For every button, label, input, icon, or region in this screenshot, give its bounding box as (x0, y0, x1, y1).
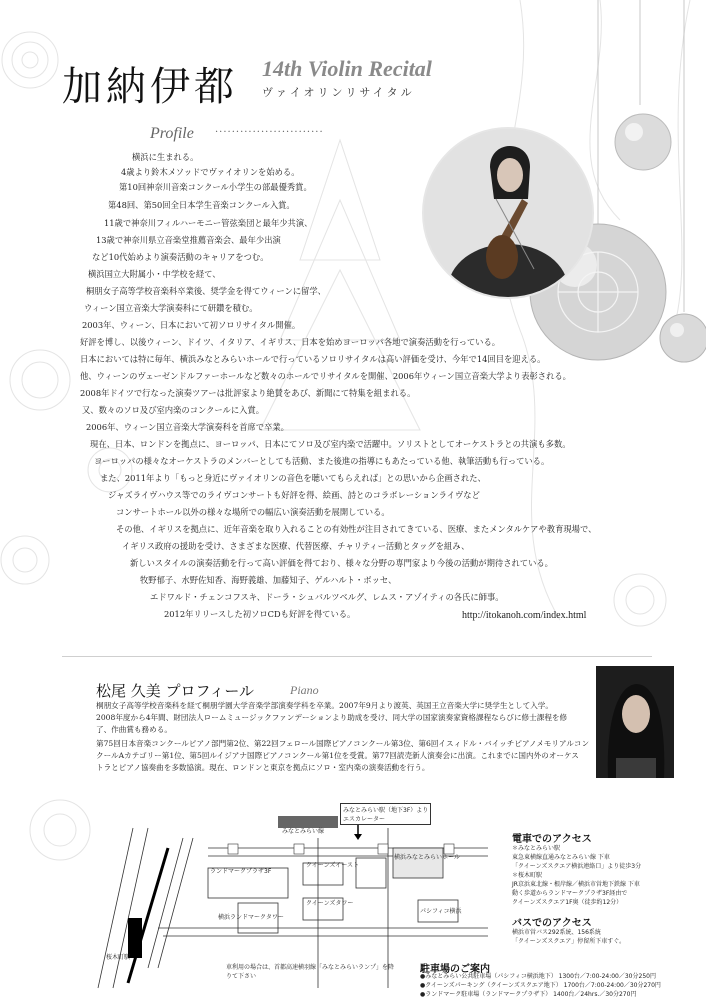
bio-line: 牧野郁子、水野佐知香、海野義雄、加藤知子、ゲルハルト・ボッセ、 (140, 575, 397, 585)
bio-line: 2012年リリースした初ソロCDも好評を得ている。 (164, 609, 356, 619)
performer-name: 加納伊都 (62, 64, 238, 110)
bio-line: 2003年、ウィーン、日本において初ソロリサイタル開催。 (82, 320, 301, 330)
pianist-script: Piano (290, 683, 319, 697)
parking-line: ●クイーンズパーキング（クイーンズスクエア地下） 1700台／7:00-24:00／30分270円 (420, 982, 661, 989)
recital-title-kana: ヴァイオリンリサイタル (262, 86, 415, 99)
bio-line: 横浜国立大附属小・中学校を経て、 (88, 269, 221, 279)
pianist-bio-line: 2008年度から4年間、財団法人ロームミュージックファンデーションより助成を受け、同大学の国家演奏家資格課程ならびに修士課程を修 (96, 713, 568, 722)
bio-line: イギリス政府の援助を受け、さまざまな医療、代替医療、チャリティー活動とタッグを組み、 (122, 541, 470, 551)
map-parking-note: 車利用の場合は、首都高速横羽線「みなとみらいランプ」を降りて下さい (226, 964, 395, 980)
train-access-line: ＊みなとみらい駅 (512, 845, 561, 852)
map-label-pacifico: パシフィコ横浜 (420, 908, 462, 915)
train-access-line: ＊桜木町駅 (512, 872, 543, 879)
bus-access-line: 横浜市営バス292系統、156系統 (512, 929, 601, 936)
bio-line: 新しいスタイルの演奏活動を行って高い評価を得ており、様々な分野の専門家より今後の活動が期待されている。 (130, 558, 553, 568)
bio-line: 13歳で神奈川県立音楽堂推薦音楽会、最年少出演 (96, 235, 281, 245)
train-access-line: JR京浜東北線・根岸線／横浜市営地下鉄線 下車 (512, 881, 640, 888)
map-label-station: みなとみらい駅（地下3F）より エスカレーター (340, 803, 431, 825)
train-access-line: 「クイーンズスクエア横浜連絡口」より徒歩3分 (512, 863, 642, 870)
recital-title: 14th Violin Recital (262, 56, 432, 81)
profile-divider: ·························· (215, 127, 324, 138)
bio-line: 第48回、第50回全日本学生音楽コンクール入賞。 (108, 200, 295, 210)
train-access-line: 東急東横線直通みなとみらい線 下車 (512, 854, 610, 861)
bio-line: ヨーロッパの様々なオーケストラのメンバーとしても活動、また後進の指導にもあたっている他、執筆活動も行っている。 (94, 456, 550, 466)
bio-line: 2006年、ウィーン国立音楽大学演奏科を首席で卒業。 (86, 422, 289, 432)
profile-heading: Profile (150, 125, 194, 142)
bio-line: 2008年ドイツで行なった演奏ツアーは批評家より絶賛をあび、新聞にて特集を組まれる。 (80, 388, 416, 398)
bio-line: 現在、日本、ロンドンを拠点に、ヨーロッパ、日本にてソロ及び室内楽で活躍中。ソリストとしてオーケストラとの共演も多数。 (90, 439, 571, 449)
website-link[interactable]: http://itokanoh.com/index.html (462, 610, 587, 621)
train-access-line: クイーンズスクエア1F奥（徒歩約12分） (512, 899, 623, 906)
parking-line: ●みなとみらい公共駐車場（パシフィコ横浜地下） 1300台／7:00-24:00／30分250円 (420, 973, 656, 980)
bio-line: 横浜に生まれる。 (132, 152, 199, 162)
parking-line: ●ランドマーク駐車場（ランドマークプラザ下） 1400台／24hrs.／30分270円 (420, 991, 637, 998)
pianist-bio-line: クールAカテゴリー第1位、第5回ルイジアナ国際ピアノコンクール第1位を受賞。第77回読売新人演奏会に出演。これまでに国内外のオーケス (96, 751, 579, 760)
map-label-tower: 横浜ランドマークタワー (218, 914, 284, 921)
pianist-bio-line: 了、作曲賞も務める。 (96, 725, 172, 734)
map-label-line: みなとみらい線 (282, 828, 325, 835)
bio-line: 11歳で神奈川フィルハーモニー管弦楽団と最年少共演、 (104, 218, 313, 228)
train-access-line: 動く歩道からランドマークプラザ3F経由で (512, 890, 628, 897)
bio-line: 又、数々のソロ及び室内楽のコンクールに入賞。 (82, 405, 265, 415)
bio-line: 好評を博し、以後ウィーン、ドイツ、イタリア、イギリス、日本を始めヨーロッパ各地で演奏活動を行っている。 (80, 337, 501, 347)
bio-line: ウィーン国立音楽大学演奏科にて研鑽を積む。 (84, 303, 258, 313)
bio-line: 桐朋女子高等学校音楽科卒業後、奨学金を得てウィーンに留学、 (86, 286, 326, 296)
pianist-bio-line: トラとピアノ協奏曲を多数協演。現在、ロンドンと東京を拠点にソロ・室内楽の演奏活動を行う。 (96, 763, 430, 772)
parking-heading: 駐車場のご案内 (420, 964, 490, 975)
section-divider (62, 656, 652, 657)
bio-line: 日本においては特に毎年、横浜みなとみらいホールで行っているソロリサイタルは高い評価を受け、今年で14回目を迎える。 (80, 354, 546, 364)
bio-line: エドワルド・チェンコフスキ、ドーラ・シュバルツベルグ、レムス・アゾイティの各氏に師事。 (150, 592, 504, 602)
bio-line: また、2011年より「もっと身近にヴァイオリンの音色を聴いてもらえれば」との思いから企画された、 (100, 473, 486, 483)
bio-line: 他、ウィーンのヴェーゼンドルファーホールなど数々のホールでリサイタルを開催、2006年ウィーン国立音楽大学より表彰される。 (80, 371, 571, 381)
map-label-hall: 横浜みなとみらいホール (394, 854, 460, 861)
bio-line: など10代始めより演奏活動のキャリアをつむ。 (92, 252, 269, 262)
pianist-photo (596, 666, 674, 778)
map-label-sakuragicho: 桜木町駅 (106, 954, 131, 961)
pianist-heading: 松尾 久美 プロフィール (96, 682, 255, 700)
bus-access-heading: バスでのアクセス (512, 918, 592, 929)
bio-line: 4歳より鈴木メソッドでヴァイオリンを始める。 (121, 167, 300, 177)
pianist-bio-line: 桐朋女子高等学校音楽科を経て桐朋学園大学音楽学部演奏学科を卒業。2007年9月より渡英、英国王立音楽大学に奨学生として入学。 (96, 701, 553, 710)
map-label-queens-east: クイーンズイースト (306, 862, 359, 869)
bio-line: その他、イギリスを拠点に、近年音楽を取り入れることの有効性が注目されてきている、医療、またメンタルケアや教育現場で、 (116, 524, 597, 534)
bio-line: 第10回神奈川音楽コンクール小学生の部最優秀賞。 (119, 182, 312, 192)
bus-access-line: 「クイーンズスクエア」停留所下車すぐ。 (512, 938, 626, 945)
map-label-landmark: ランドマークプラザ3F (210, 868, 272, 875)
map-label-queens-tower: クイーンズタワー (306, 900, 354, 907)
pianist-bio-line: 第75回日本音楽コンクールピアノ部門第2位、第22回フェロール国際ピアノコンクール第3位、第6回イスィドル・バイッチピアノメモリアルコン (96, 739, 590, 748)
bio-line: ジャズライヴハウス等でのライヴコンサートも好評を得、絵画、詩とのコラボレーションライヴなど (108, 490, 480, 500)
train-access-heading: 電車でのアクセス (512, 834, 592, 845)
violinist-photo (422, 127, 594, 299)
bio-line: コンサートホール以外の様々な場所での幅広い演奏活動を展開している。 (116, 507, 390, 517)
